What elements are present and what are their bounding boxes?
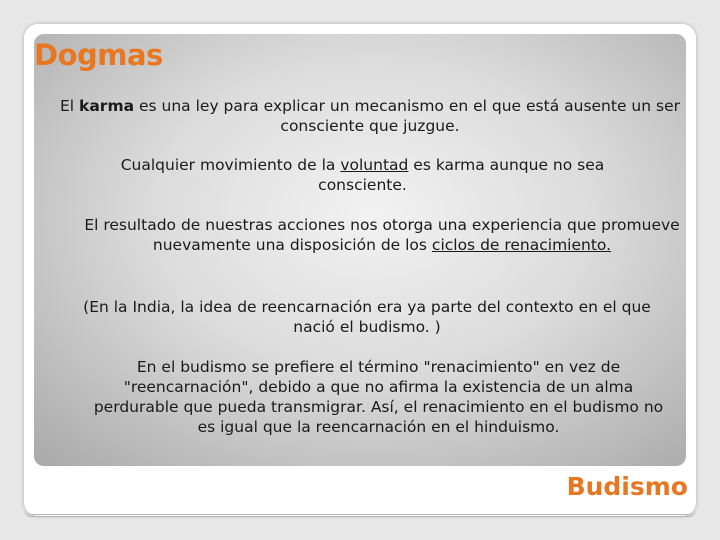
paragraph-karma-post: es una ley para explicar un mecanismo en el que está ausente un ser consciente que juzgue.	[134, 97, 680, 135]
voluntad-link[interactable]: voluntad	[340, 156, 409, 174]
paragraph-india: (En la India, la idea de reencarnación era ya parte del contexto en el que nació el budismo. )	[83, 298, 651, 336]
paragraph-resultado	[78, 215, 686, 255]
paragraph-budismo: En el budismo se prefiere el término "renacimiento" en vez de "reencarnación", debido a que no afirma la existencia de un alma perdurable que pueda transmigrar. Así, el renacimiento en el budismo no es igual que la reencarnación en el hinduismo.	[93, 358, 664, 436]
slide-bottom-divider	[24, 510, 696, 517]
karma-term: karma	[79, 97, 135, 115]
paragraph-voluntad-pre: Cualquier movimiento de la	[120, 156, 341, 174]
paragraph-voluntad	[90, 155, 635, 195]
footer-title: Budismo	[566, 472, 688, 501]
slide-title: Dogmas	[34, 38, 163, 72]
paragraph-karma	[60, 96, 680, 136]
paragraph-voluntad-post: es karma aunque no sea consciente.	[318, 156, 605, 194]
ciclos-renacimiento-link[interactable]: ciclos de renacimiento.	[431, 236, 612, 254]
paragraph-karma-pre: El	[60, 97, 80, 115]
paragraph-resultado-pre: El resultado de nuestras acciones nos otorga una experiencia que promueve nuevamente una disposición de los	[84, 216, 680, 254]
